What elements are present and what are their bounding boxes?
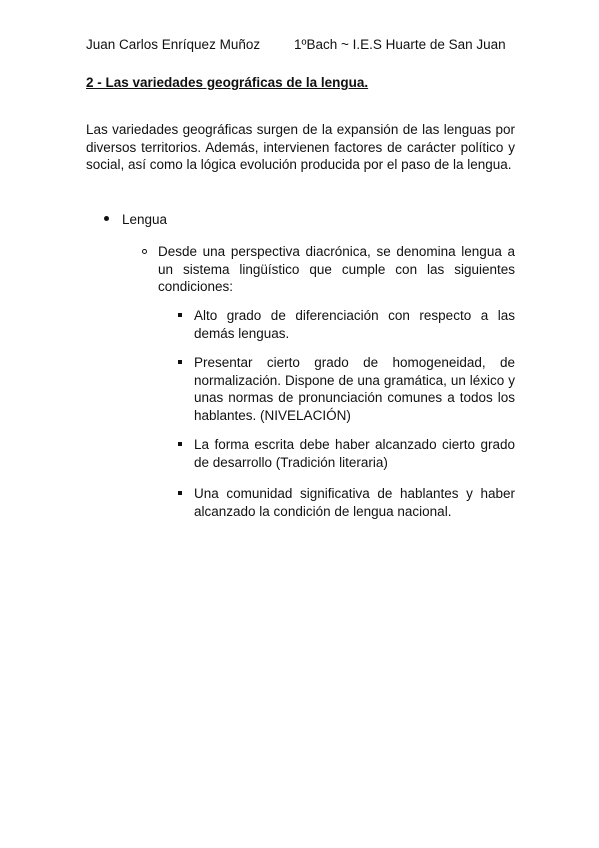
- bullet-dot-icon: [104, 216, 109, 221]
- sub-list-item-definition: [142, 243, 515, 296]
- definition-text: Desde una perspectiva diacrónica, se denomina lengua a un sistema lingüístico que cumple con las siguientes condiciones:: [158, 244, 515, 294]
- condition-item: [178, 485, 515, 520]
- condition-text: Alto grado de diferenciación con respecto a las demás lenguas.: [194, 308, 515, 341]
- list-item-label: Lengua: [122, 212, 168, 227]
- bullet-square-icon: [178, 313, 182, 317]
- condition-text: Una comunidad significativa de hablantes y haber alcanzado la condición de lengua nacional.: [194, 486, 515, 519]
- intro-paragraph: Las variedades geográficas surgen de la expansión de las lenguas por diversos territorios. Además, intervienen factores de carácter político y social, así como la lógica evolución producida por el paso de la lengua.: [86, 122, 515, 172]
- header-school: 1ºBach ~ I.E.S Huarte de San Juan: [294, 37, 506, 52]
- condition-item: [178, 307, 515, 342]
- condition-text: Presentar cierto grado de homogeneidad, de normalización. Dispone de una gramática, un léxico y unas normas de pronunciación comunes a todos los hablantes. (NIVELACIÓN): [194, 355, 515, 423]
- section-title: 2 - Las variedades geográficas de la lengua.: [86, 75, 369, 90]
- bullet-square-icon: [178, 360, 182, 364]
- bullet-circle-icon: [142, 249, 147, 254]
- bullet-square-icon: [178, 442, 182, 446]
- bullet-square-icon: [178, 491, 182, 495]
- condition-text: La forma escrita debe haber alcanzado cierto grado de desarrollo (Tradición literaria): [194, 437, 515, 470]
- condition-item: [178, 436, 515, 471]
- header-author: Juan Carlos Enríquez Muñoz: [86, 37, 261, 52]
- condition-item: [178, 354, 515, 424]
